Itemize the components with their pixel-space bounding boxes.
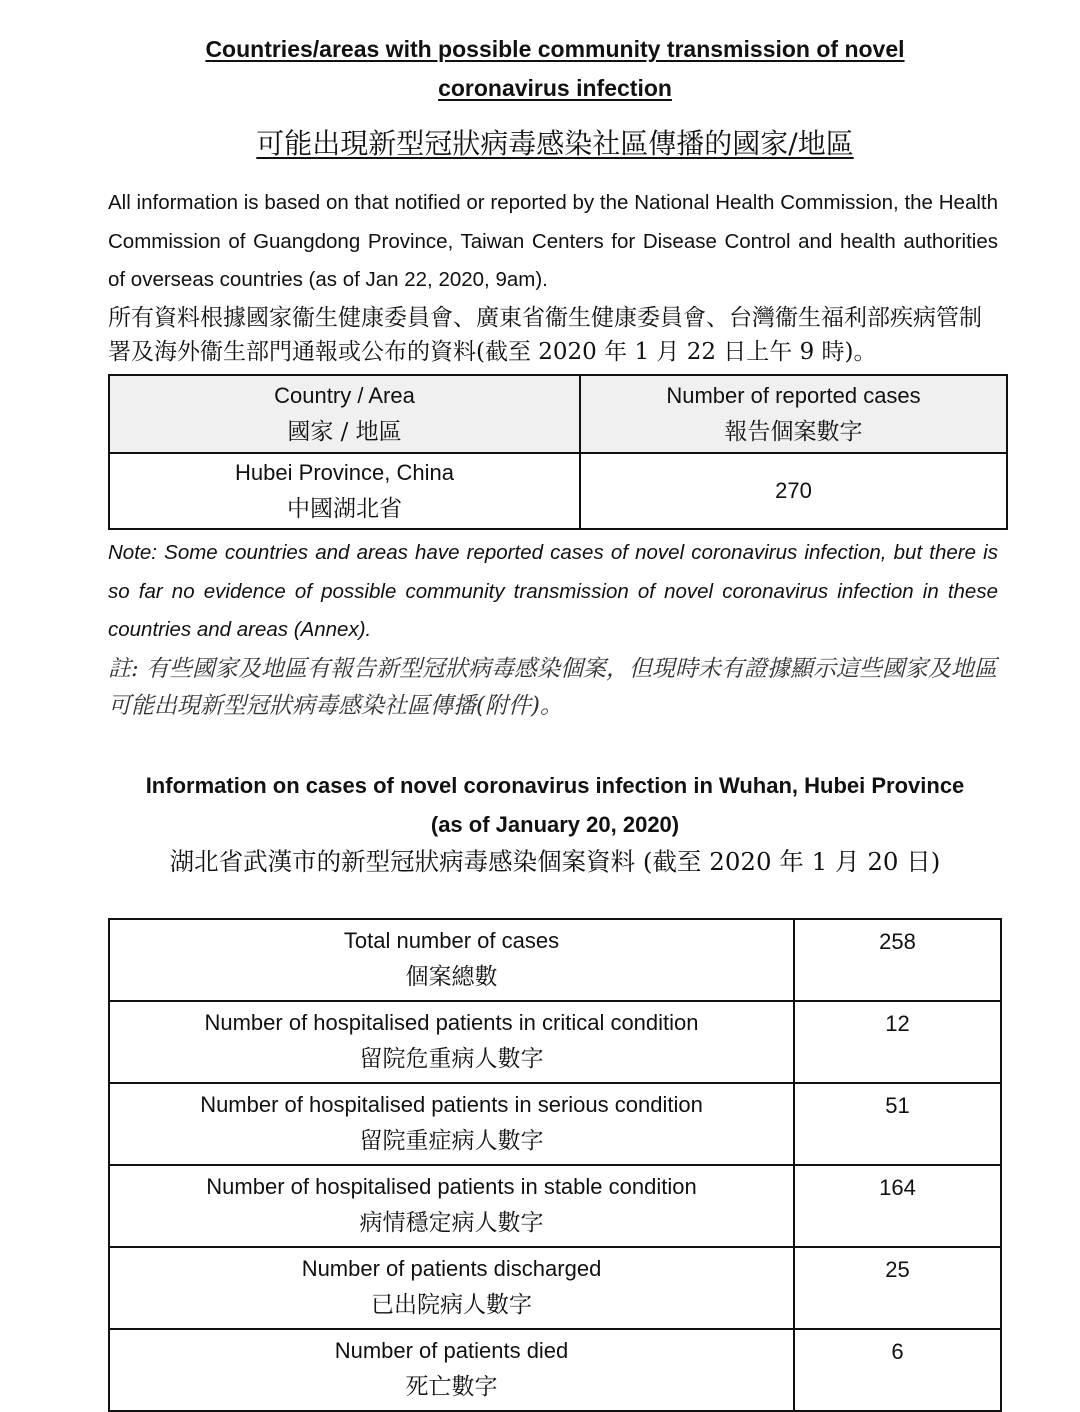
page-title-chinese: 可能出現新型冠狀病毒感染社區傳播的國家/地區 bbox=[256, 127, 854, 160]
row-label-zh: 病情穩定病人數字 bbox=[359, 1210, 544, 1236]
table-row bbox=[109, 453, 1007, 529]
row-label-en: Number of hospitalised patients in critical condition bbox=[204, 1010, 699, 1035]
row-label-zh: 個案總數 bbox=[405, 964, 498, 990]
row-label-zh: 已出院病人數字 bbox=[371, 1292, 532, 1318]
intro-paragraph: All information is based on that notified or reported by the National Health Commission, the Health Commission of Guangdong Province, Taiwan Centers for Disease Control and health authorities of overseas countries (as of Jan 22, 2020, 9am). bbox=[108, 191, 998, 291]
row-value: 12 bbox=[794, 1001, 1001, 1083]
note-paragraph: Note: Some countries and areas have reported cases of novel coronavirus infection, but there is so far no evidence of possible community transmission of novel coronavirus infection in these countries and areas (Annex). bbox=[108, 541, 998, 641]
row-label bbox=[109, 1083, 794, 1165]
row-value: 6 bbox=[794, 1329, 1001, 1411]
row-label bbox=[109, 1329, 794, 1411]
header-label-chinese: 國家 / 地區 bbox=[287, 419, 402, 445]
row-label-zh: 留院危重病人數字 bbox=[359, 1046, 544, 1072]
row-label-zh: 死亡數字 bbox=[405, 1374, 498, 1400]
row-value: 258 bbox=[794, 919, 1001, 1001]
cases-cell: 270 bbox=[580, 453, 1007, 529]
table-row bbox=[109, 1001, 1001, 1083]
header-label: Number of reported cases bbox=[666, 383, 921, 408]
row-label bbox=[109, 1247, 794, 1329]
table-row bbox=[109, 919, 1001, 1001]
table-header-row bbox=[109, 375, 1007, 453]
row-label bbox=[109, 1001, 794, 1083]
community-transmission-table bbox=[108, 374, 1008, 530]
table-row bbox=[109, 1247, 1001, 1329]
table-row bbox=[109, 1165, 1001, 1247]
row-label-en: Number of hospitalised patients in serious condition bbox=[200, 1092, 703, 1117]
page-title: Countries/areas with possible community transmission of novel coronavirus infection bbox=[205, 36, 905, 101]
row-label-en: Number of hospitalised patients in stable condition bbox=[206, 1174, 697, 1199]
table-row bbox=[109, 1083, 1001, 1165]
area-cell bbox=[109, 453, 580, 529]
header-reported-cases bbox=[580, 375, 1007, 453]
row-label bbox=[109, 1165, 794, 1247]
area-name: Hubei Province, China bbox=[235, 460, 454, 485]
section-title: Information on cases of novel coronavirus infection in Wuhan, Hubei Province (as of January 20, 2020) bbox=[145, 773, 965, 837]
wuhan-cases-table bbox=[108, 918, 1002, 1412]
area-name-chinese: 中國湖北省 bbox=[287, 496, 402, 522]
row-label-en: Number of patients discharged bbox=[301, 1256, 602, 1281]
intro-paragraph-chinese: 所有資料根據國家衞生健康委員會、廣東省衞生健康委員會、台灣衞生福利部疾病管制署及海外衞生部門通報或公布的資料(截至 2020 年 1 月 22 日上午 9 時)。 bbox=[108, 305, 982, 365]
row-label-en: Total number of cases bbox=[343, 928, 560, 953]
row-value: 25 bbox=[794, 1247, 1001, 1329]
header-label-chinese: 報告個案數字 bbox=[724, 419, 863, 445]
header-label: Country / Area bbox=[274, 383, 415, 408]
row-label-en: Number of patients died bbox=[334, 1338, 569, 1363]
row-label-zh: 留院重症病人數字 bbox=[359, 1128, 544, 1154]
note-paragraph-chinese: 註: 有些國家及地區有報告新型冠狀病毒感染個案，但現時未有證據顯示這些國家及地區可能出現新型冠狀病毒感染社區傳播(附件)。 bbox=[108, 656, 998, 719]
row-value: 164 bbox=[794, 1165, 1001, 1247]
header-country-area bbox=[109, 375, 580, 453]
row-value: 51 bbox=[794, 1083, 1001, 1165]
section-title-chinese: 湖北省武漢市的新型冠狀病毒感染個案資料 (截至 2020 年 1 月 20 日) bbox=[169, 847, 941, 876]
table-row bbox=[109, 1329, 1001, 1411]
row-label bbox=[109, 919, 794, 1001]
